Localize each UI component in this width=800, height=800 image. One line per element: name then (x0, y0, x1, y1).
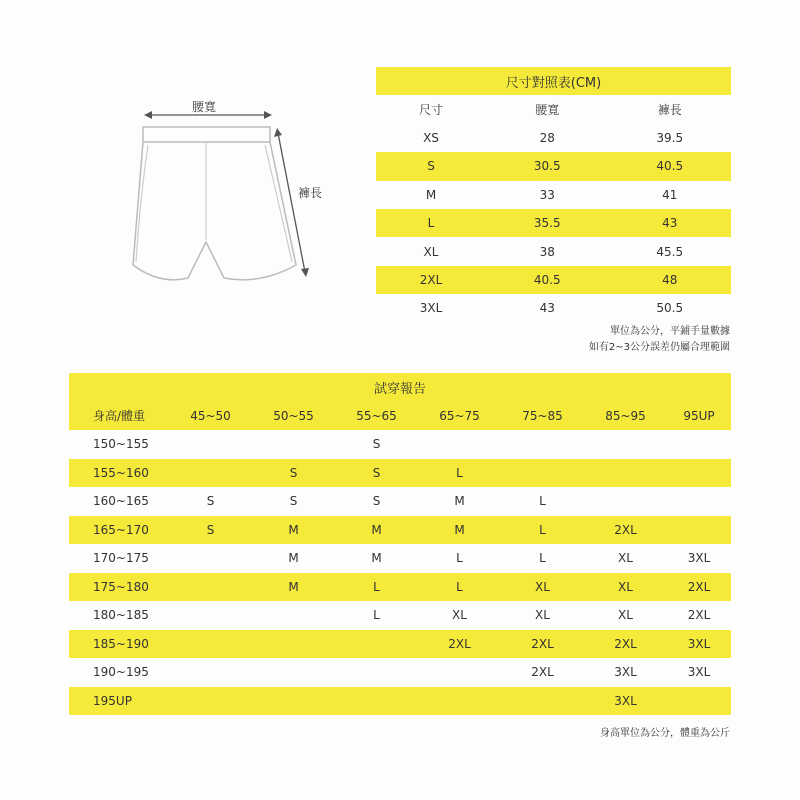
fit-size-cell: L (539, 551, 546, 566)
fit-size-cell: 2XL (531, 665, 554, 680)
fit-size-cell (252, 630, 335, 659)
fit-size-cell (418, 658, 501, 687)
fit-size-cell: XL (501, 573, 584, 602)
fit-row (69, 516, 731, 545)
size-cell: 40.5 (608, 152, 731, 180)
fit-report-table (69, 373, 731, 715)
fit-header-cell: 65~75 (418, 402, 501, 431)
fit-size-cell: L (539, 494, 546, 509)
fit-size-cell: XL (452, 608, 467, 623)
fit-size-cell: M (252, 573, 335, 602)
size-cell: 28 (539, 130, 555, 145)
size-cell: 40.5 (486, 266, 608, 294)
fit-size-cell (501, 430, 584, 459)
fit-size-cell (169, 630, 252, 659)
fit-report-header-row (69, 402, 731, 431)
size-cell: S (376, 152, 486, 180)
size-row (376, 152, 731, 180)
fit-size-cell: 2XL (667, 573, 731, 602)
size-row (376, 124, 731, 152)
fit-size-cell: L (418, 459, 501, 488)
fit-height-cell: 185~190 (69, 630, 169, 659)
size-chart-notes (589, 324, 730, 356)
fit-size-cell: 2XL (687, 608, 711, 623)
fit-size-cell (169, 544, 252, 573)
size-cell: 35.5 (486, 209, 608, 237)
fit-row (69, 459, 731, 488)
fit-report-title: 試穿報告 (69, 373, 731, 402)
fit-row (69, 658, 731, 687)
fit-size-cell (667, 459, 731, 488)
fit-size-cell: M (454, 494, 465, 509)
fit-size-cell (584, 430, 667, 459)
fit-height-cell: 155~160 (69, 459, 169, 488)
fit-header-cell: 50~55 (252, 402, 335, 431)
fit-size-cell: S (372, 437, 381, 452)
fit-report-footer: 身高單位為公分，體重為公斤 (600, 728, 730, 739)
size-row (376, 266, 731, 294)
fit-size-cell: M (288, 551, 299, 566)
size-cell: 43 (539, 301, 555, 316)
size-chart-table (376, 67, 731, 323)
size-chart-header: 尺寸 (419, 103, 444, 118)
fit-size-cell (169, 601, 252, 630)
fit-size-cell: XL (618, 551, 633, 566)
fit-size-cell: S (169, 516, 252, 545)
fit-header-cell: 75~85 (501, 402, 584, 431)
fit-size-cell (335, 687, 418, 716)
size-row (376, 237, 731, 265)
fit-size-cell (169, 573, 252, 602)
fit-size-cell: S (206, 494, 215, 509)
fit-size-cell (667, 516, 731, 545)
size-cell: 33 (539, 187, 555, 202)
size-chart-header: 褲長 (657, 103, 682, 118)
size-cell: 30.5 (486, 152, 608, 180)
size-cell: 43 (608, 209, 731, 237)
fit-row (69, 573, 731, 602)
size-cell: L (376, 209, 486, 237)
fit-height-cell: 170~175 (93, 551, 149, 566)
fit-header-cell: 身高/體重 (69, 402, 169, 431)
fit-size-cell (335, 630, 418, 659)
size-row (376, 294, 731, 322)
fit-row (69, 601, 731, 630)
fit-row (69, 487, 731, 516)
fit-size-cell: XL (535, 608, 550, 623)
fit-size-cell (418, 687, 501, 716)
fit-row (69, 430, 731, 459)
size-cell: 39.5 (656, 130, 684, 145)
fit-size-cell: L (456, 551, 463, 566)
fit-size-cell (584, 459, 667, 488)
fit-size-cell (501, 687, 584, 716)
fit-size-cell: L (335, 573, 418, 602)
fit-size-cell: M (252, 516, 335, 545)
fit-report-body (69, 430, 731, 715)
fit-size-cell: S (335, 459, 418, 488)
fit-size-cell (667, 487, 731, 516)
fit-size-cell (252, 687, 335, 716)
size-row (376, 209, 731, 237)
fit-size-cell (584, 487, 667, 516)
fit-size-cell: M (335, 516, 418, 545)
fit-size-cell (169, 658, 252, 687)
length-label: 褲長 (298, 186, 323, 200)
fit-size-cell: 3XL (667, 630, 731, 659)
size-cell: 2XL (376, 266, 486, 294)
fit-height-cell: 175~180 (69, 573, 169, 602)
size-note-line: 單位為公分，平鋪手量數據 (610, 326, 730, 337)
fit-row (69, 687, 731, 716)
fit-size-cell: 3XL (687, 551, 711, 566)
fit-height-cell: 195UP (69, 687, 169, 716)
fit-header-cell: 85~95 (584, 402, 667, 431)
fit-size-cell: L (501, 516, 584, 545)
size-note-line: 如有2~3公分誤差仍屬合理範圍 (588, 342, 730, 353)
fit-size-cell (252, 430, 335, 459)
fit-size-cell (252, 601, 335, 630)
fit-row (69, 630, 731, 659)
fit-height-cell: 180~185 (93, 608, 149, 623)
size-chart-title: 尺寸對照表(CM) (376, 67, 731, 95)
fit-size-cell: M (418, 516, 501, 545)
fit-size-cell: XL (618, 608, 633, 623)
fit-size-cell (667, 687, 731, 716)
fit-size-cell: L (373, 608, 380, 623)
size-cell: 48 (608, 266, 731, 294)
size-cell: 3XL (419, 301, 443, 316)
fit-size-cell: 3XL (614, 665, 637, 680)
fit-size-cell (418, 430, 501, 459)
size-row (376, 181, 731, 209)
fit-size-cell: 3XL (584, 687, 667, 716)
fit-size-cell: S (372, 494, 381, 509)
fit-size-cell (252, 658, 335, 687)
fit-size-cell: S (252, 459, 335, 488)
fit-size-cell (335, 658, 418, 687)
fit-height-cell: 150~155 (93, 437, 149, 452)
fit-height-cell: 160~165 (93, 494, 149, 509)
size-cell: M (425, 187, 437, 202)
size-cell: 45.5 (656, 244, 684, 259)
fit-row (69, 544, 731, 573)
size-chart-body (376, 124, 731, 323)
fit-header-cell: 95UP (667, 402, 731, 431)
fit-header-cell: 45~50 (169, 402, 252, 431)
shorts-diagram (100, 90, 360, 300)
fit-height-cell: 165~170 (69, 516, 169, 545)
fit-size-cell (169, 459, 252, 488)
fit-size-cell: 2XL (584, 630, 667, 659)
size-cell: XL (423, 244, 439, 259)
fit-size-cell: L (418, 573, 501, 602)
waist-label: 腰寬 (192, 100, 217, 114)
size-chart-header: 腰寬 (535, 103, 560, 118)
fit-size-cell: 2XL (418, 630, 501, 659)
fit-size-cell: XL (584, 573, 667, 602)
size-cell: XS (423, 130, 439, 145)
fit-header-cell: 55~65 (335, 402, 418, 431)
fit-size-cell: 2XL (584, 516, 667, 545)
fit-height-cell: 190~195 (93, 665, 149, 680)
fit-size-cell: 3XL (687, 665, 711, 680)
size-cell: 41 (662, 187, 678, 202)
fit-size-cell (169, 687, 252, 716)
fit-size-cell (667, 430, 731, 459)
fit-size-cell: 2XL (501, 630, 584, 659)
size-cell: 38 (539, 244, 555, 259)
size-cell: 50.5 (656, 301, 684, 316)
fit-size-cell (501, 459, 584, 488)
fit-size-cell: S (289, 494, 298, 509)
fit-size-cell (169, 430, 252, 459)
fit-size-cell: M (371, 551, 382, 566)
